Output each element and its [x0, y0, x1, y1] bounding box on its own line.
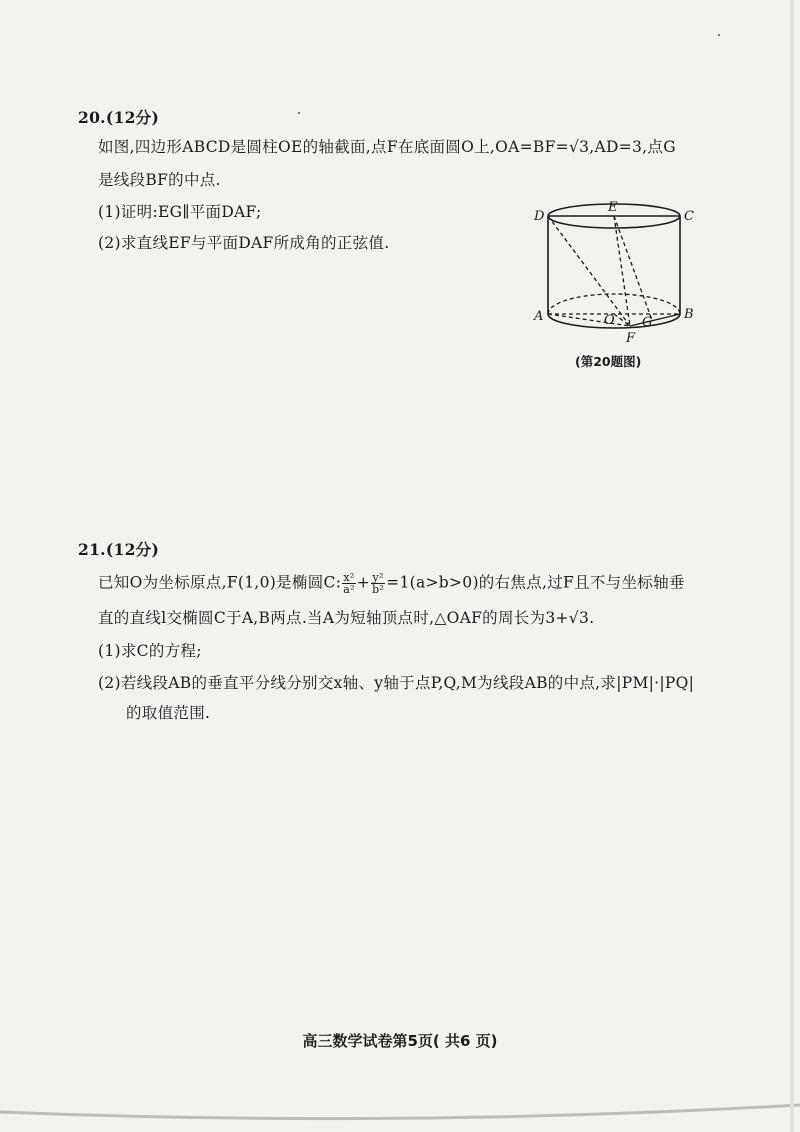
- segment-of: [614, 314, 630, 326]
- problem-21-line1-pre: 已知O为坐标原点,F(1,0)是椭圆C:: [98, 573, 342, 592]
- fraction-x2-a2: [342, 572, 356, 595]
- plus-sign: +: [356, 573, 371, 592]
- figure-caption: (第20题图): [575, 354, 642, 369]
- problem-20-line2: 是线段BF的中点.: [98, 171, 221, 189]
- label-g: G: [642, 315, 653, 330]
- problem-21-part2: (2)若线段AB的垂直平分线分别交x轴、y轴于点P,Q,M为线段AB的中点,求|PM|·|PQ|: [98, 674, 695, 692]
- problem-20-heading: [78, 108, 159, 128]
- problem-21-heading: [78, 540, 159, 560]
- cylinder-figure: [530, 198, 700, 373]
- fraction-x2-numerator: x²: [343, 571, 355, 584]
- bottom-back-arc: [548, 294, 680, 314]
- fraction-y2-numerator: y²: [372, 571, 384, 584]
- segment-af: [548, 314, 630, 326]
- scan-speck: [298, 112, 300, 114]
- label-e: E: [608, 200, 618, 215]
- problem-20-part2: (2)求直线EF与平面DAF所成角的正弦值.: [98, 234, 390, 252]
- problem-21-part2-cont: 的取值范围.: [126, 704, 211, 722]
- label-f: F: [626, 331, 636, 346]
- page-footer: 高三数学试卷第5页( 共6 页): [302, 1032, 498, 1050]
- segment-eg: [614, 216, 652, 320]
- problem-21-part1: (1)求C的方程;: [98, 642, 202, 660]
- problem-21-line1: [98, 572, 685, 595]
- fraction-y2-b2: [371, 572, 385, 595]
- fraction-b2-denominator: b²: [372, 583, 385, 596]
- label-c: C: [684, 209, 694, 224]
- problem-20-line1: 如图,四边形ABCD是圆柱OE的轴截面,点F在底面圆O上,OA=BF=√3,AD=3,点G: [98, 138, 676, 156]
- fraction-a2-denominator: a²: [343, 583, 355, 596]
- segment-ef: [614, 216, 630, 326]
- problem-21-line1-post: =1(a>b>0)的右焦点,过F且不与坐标轴垂: [386, 573, 685, 592]
- problem-21-line2: 直的直线l交椭圆C于A,B两点.当A为短轴顶点时,△OAF的周长为3+√3.: [98, 609, 595, 627]
- scan-speck: [718, 34, 720, 36]
- problem-21-score: (12分): [105, 540, 160, 559]
- segment-df: [548, 216, 630, 326]
- problem-20-number: 20.: [78, 108, 106, 127]
- problem-20-score: (12分): [105, 108, 160, 127]
- problem-20-part1: (1)证明:EG∥平面DAF;: [98, 203, 262, 221]
- problem-21-number: 21.: [78, 540, 106, 559]
- label-o: O: [604, 313, 615, 328]
- label-a: A: [534, 309, 544, 324]
- label-b: B: [684, 307, 694, 322]
- label-d: D: [534, 209, 545, 224]
